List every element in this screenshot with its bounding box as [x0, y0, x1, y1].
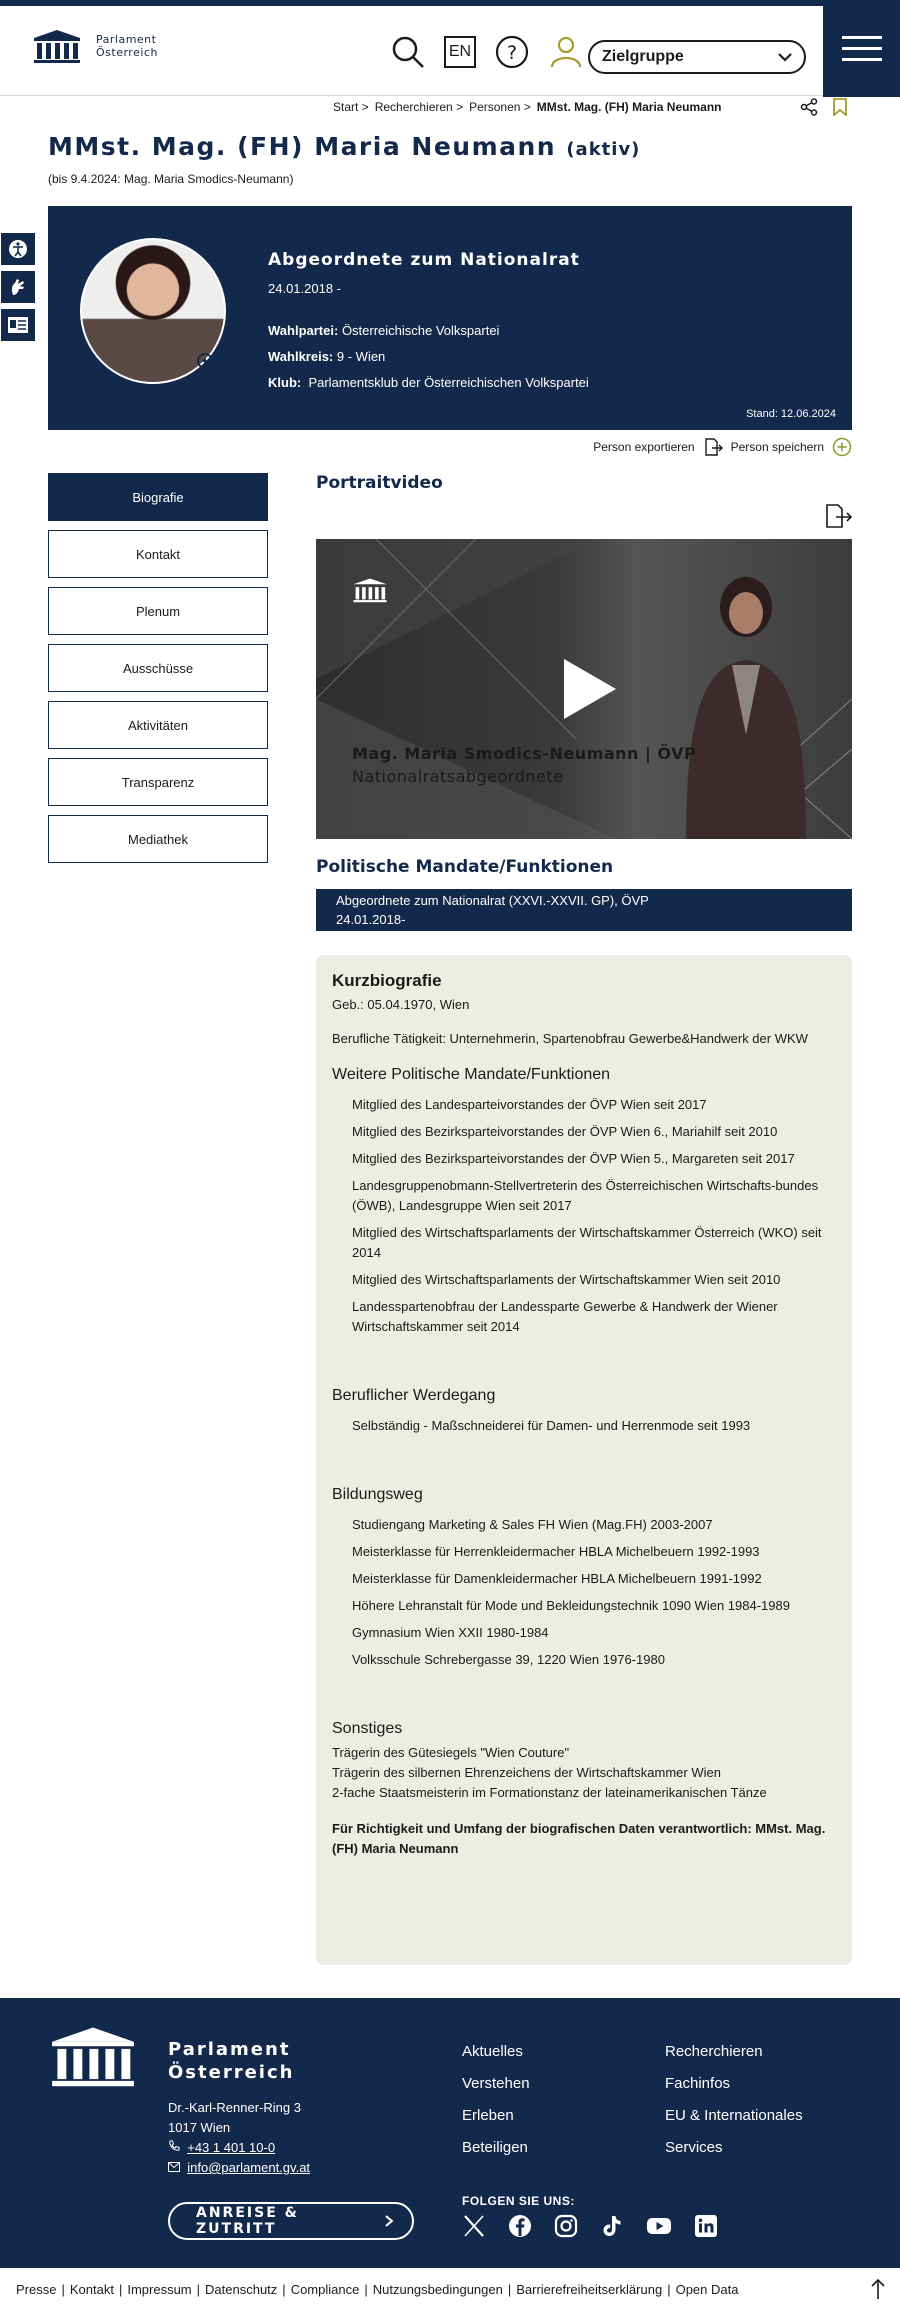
person-name: MMst. Mag. (FH) Maria Neumann	[48, 132, 557, 161]
list-item: Mitglied des Landesparteivorstandes der ÖVP Wien seit 2017	[352, 1097, 707, 1112]
instagram-icon[interactable]	[554, 2214, 578, 2238]
bottom-link-presse[interactable]: Presse	[16, 2281, 57, 2297]
bottom-link-impressum[interactable]: Impressum	[127, 2281, 192, 2297]
export-person-button[interactable]: Person exportieren	[593, 440, 695, 454]
side-nav-mediathek[interactable]: Mediathek	[48, 815, 268, 863]
profile-card	[48, 206, 852, 430]
list-item: Mitglied des Wirtschaftsparlaments der Wirtschaftskammer Österreich (WKO) seit 2014	[352, 1225, 822, 1260]
mandates-heading: Politische Mandate/Funktionen	[316, 857, 614, 877]
portrait-video[interactable]	[316, 539, 852, 839]
bottom-link-compliance[interactable]: Compliance	[290, 2281, 360, 2297]
former-name: (bis 9.4.2024: Mag. Maria Smodics-Neumann)	[48, 172, 294, 186]
breadcrumb-personen[interactable]: Personen >	[469, 100, 531, 114]
bottom-link-open-data[interactable]: Open Data	[675, 2281, 739, 2297]
logo-line2: Österreich	[96, 46, 158, 59]
klub-label: Klub:	[268, 375, 302, 390]
sign-language-icon[interactable]	[0, 270, 36, 304]
side-nav	[48, 473, 268, 863]
footer-email-link[interactable]: info@parlament.gv.at	[187, 2160, 311, 2175]
zielgruppe-label: Zielgruppe	[602, 48, 684, 65]
logo-text	[96, 33, 158, 59]
biography-box	[316, 955, 852, 1965]
footer-link-erleben[interactable]: Erleben	[462, 2107, 514, 2124]
bottom-link-datenschutz[interactable]: Datenschutz	[205, 2281, 278, 2297]
x-twitter-icon[interactable]	[462, 2214, 486, 2238]
breadcrumb-current: MMst. Mag. (FH) Maria Neumann	[536, 100, 722, 114]
person-info	[268, 318, 589, 396]
footer-link-verstehen[interactable]: Verstehen	[462, 2075, 530, 2092]
side-nav-transparenz[interactable]: Transparenz	[48, 758, 268, 806]
side-nav-kontakt[interactable]: Kontakt	[48, 530, 268, 578]
language-switch-button[interactable]: EN	[444, 36, 476, 68]
wahlpartei-value: Österreichische Volkspartei	[341, 323, 500, 338]
footer-phone-link[interactable]: +43 1 401 10-0	[187, 2140, 276, 2155]
bio-further-list	[332, 1095, 836, 1337]
bio-education-heading: Bildungsweg	[332, 1486, 423, 1503]
youtube-icon[interactable]	[646, 2214, 672, 2238]
footer-name-line2: Österreich	[168, 2062, 295, 2083]
video-export-icon[interactable]	[824, 503, 852, 529]
social-links	[462, 2214, 718, 2238]
mandate-line1: Abgeordnete zum Nationalrat (XXVI.-XXVII. GP), ÖVP	[336, 893, 649, 908]
list-item: Mitglied des Wirtschaftsparlaments der Wirtschaftskammer Wien seit 2010	[352, 1272, 781, 1287]
accessibility-icon[interactable]	[0, 232, 36, 266]
footer-nav-col1	[462, 2036, 530, 2164]
anreise-button[interactable]	[168, 2202, 414, 2240]
footer-street: Dr.-Karl-Renner-Ring 3	[168, 2100, 301, 2115]
linkedin-icon[interactable]	[694, 2214, 718, 2238]
video-logo-icon	[352, 577, 388, 603]
video-title: Mag. Maria Smodics-Neumann | ÖVP	[352, 744, 697, 763]
bio-education-list	[332, 1515, 836, 1670]
site-header	[0, 6, 900, 96]
bio-misc-line: Trägerin des silbernen Ehrenzeichens der Wirtschaftskammer Wien	[332, 1765, 721, 1780]
bookmark-icon[interactable]	[832, 98, 848, 116]
footer-org-name	[168, 2038, 294, 2084]
list-item: Landesspartenobfrau der Landessparte Gewerbe & Handwerk der Wiener Wirtschaftskammer seit 2014	[352, 1299, 778, 1334]
wahlkreis-value: 9 - Wien	[336, 349, 386, 364]
person-status: (aktiv)	[566, 139, 641, 160]
side-nav-ausschuesse[interactable]: Ausschüsse	[48, 644, 268, 692]
menu-icon	[842, 36, 882, 39]
svg-text:?: ?	[506, 42, 518, 64]
bio-career-heading: Beruflicher Werdegang	[332, 1387, 496, 1404]
list-item: Volksschule Schrebergasse 39, 1220 Wien 1976-1980	[352, 1652, 665, 1667]
list-item: Höhere Lehranstalt für Mode und Bekleidungstechnik 1090 Wien 1984-1989	[352, 1598, 790, 1613]
zielgruppe-select[interactable]	[588, 40, 806, 74]
list-item: Meisterklasse für Herrenkleidermacher HBLA Michelbeuern 1992-1993	[352, 1544, 760, 1559]
bio-misc-heading: Sonstiges	[332, 1720, 403, 1737]
footer-address	[168, 2098, 310, 2178]
bio-occupation: Berufliche Tätigkeit: Unternehmerin, Spartenobfrau Gewerbe&Handwerk der WKW	[332, 1031, 808, 1046]
bio-misc-line: 2-fache Staatsmeisterin im Formationstanz der lateinamerikanischen Tänze	[332, 1785, 767, 1800]
breadcrumb-recherchieren[interactable]: Recherchieren >	[374, 100, 464, 114]
share-icon[interactable]	[800, 98, 818, 116]
footer-link-eu[interactable]: EU & Internationales	[665, 2107, 803, 2124]
play-icon[interactable]	[564, 659, 616, 719]
back-to-top-icon[interactable]	[870, 2278, 886, 2300]
bio-born: Geb.: 05.04.1970, Wien	[332, 997, 470, 1012]
facebook-icon[interactable]	[508, 2214, 532, 2238]
footer-link-services[interactable]: Services	[665, 2139, 723, 2156]
bottom-link-barrierefreiheit[interactable]: Barrierefreiheitserklärung	[516, 2281, 663, 2297]
list-item: Selbständig - Maßschneiderei für Damen- und Herrenmode seit 1993	[352, 1418, 751, 1433]
logo-line1: Parlament	[96, 33, 157, 46]
footer-name-line1: Parlament	[168, 2039, 291, 2060]
video-person-figure	[666, 555, 826, 839]
list-item: Mitglied des Bezirksparteivorstandes der ÖVP Wien 5., Margareten seit 2017	[352, 1151, 795, 1166]
person-since: 24.01.2018 -	[268, 281, 342, 296]
easy-language-icon[interactable]	[0, 308, 36, 342]
list-item: Studiengang Marketing & Sales FH Wien (Mag.FH) 2003-2007	[352, 1517, 713, 1532]
help-icon[interactable]	[494, 34, 530, 70]
page-title	[48, 132, 640, 161]
wahlpartei-label: Wahlpartei:	[268, 323, 339, 338]
footer-link-beteiligen[interactable]: Beteiligen	[462, 2139, 528, 2156]
stand-date: Stand: 12.06.2024	[746, 408, 836, 420]
phone-icon	[168, 2140, 180, 2152]
parliament-logo[interactable]	[32, 28, 158, 64]
bio-career-list	[332, 1416, 836, 1436]
export-icon[interactable]	[703, 437, 723, 457]
search-icon[interactable]	[390, 34, 426, 70]
person-role: Abgeordnete zum Nationalrat	[268, 250, 580, 270]
follow-label: FOLGEN SIE UNS:	[462, 2194, 575, 2208]
menu-button[interactable]	[823, 0, 900, 97]
parliament-logo-icon	[32, 28, 82, 64]
footer-logo-icon[interactable]	[48, 2024, 138, 2088]
footer-city: 1017 Wien	[168, 2120, 231, 2135]
bio-title: Kurzbiografie	[332, 971, 442, 990]
bottom-link-nutzungsbedingungen[interactable]: Nutzungsbedingungen	[372, 2281, 503, 2297]
accessibility-tools	[0, 232, 36, 342]
list-item: Gymnasium Wien XXII 1980-1984	[352, 1625, 549, 1640]
list-item: Mitglied des Bezirksparteivorstandes der ÖVP Wien 6., Mariahilf seit 2010	[352, 1124, 778, 1139]
chevron-right-icon	[384, 2214, 394, 2228]
mandate-line2: 24.01.2018-	[336, 912, 406, 927]
breadcrumb	[333, 100, 721, 114]
add-circle-icon[interactable]	[832, 437, 852, 457]
person-actions	[593, 437, 852, 457]
side-nav-biografie[interactable]: Biografie	[48, 473, 268, 521]
bottom-link-kontakt[interactable]: Kontakt	[69, 2281, 114, 2297]
footer-link-recherchieren[interactable]: Recherchieren	[665, 2043, 763, 2060]
mandate-item	[316, 889, 852, 931]
breadcrumb-start[interactable]: Start >	[333, 100, 369, 114]
bottom-links: Presse | Kontakt | Impressum | Datenschutz | Compliance | Nutzungsbedingungen | Barrierefreiheitserklärung | Open Data	[0, 2268, 900, 2310]
bio-misc-line: Trägerin des Gütesiegels "Wien Couture"	[332, 1745, 570, 1760]
video-subtitle: Nationalratsabgeordnete	[352, 767, 564, 786]
tiktok-icon[interactable]	[600, 2214, 624, 2238]
save-person-button[interactable]: Person speichern	[730, 440, 824, 454]
side-nav-plenum[interactable]: Plenum	[48, 587, 268, 635]
list-item: Meisterklasse für Damenkleidermacher HBLA Michelbeuern 1991-1992	[352, 1571, 762, 1586]
wahlkreis-label: Wahlkreis:	[268, 349, 334, 364]
footer-nav-col2	[665, 2036, 803, 2164]
klub-value: Parlamentsklub der Österreichischen Volkspartei	[308, 375, 589, 390]
user-icon[interactable]	[548, 34, 584, 70]
chevron-down-icon	[776, 48, 794, 66]
anreise-label: ANREISE & ZUTRITT	[196, 2205, 299, 2237]
zoom-icon[interactable]	[196, 352, 218, 374]
footer-link-aktuelles[interactable]: Aktuelles	[462, 2043, 523, 2060]
bio-responsibility: Für Richtigkeit und Umfang der biografischen Daten verantwortlich: MMst. Mag. (FH) Maria Neumann	[332, 1821, 826, 1856]
bio-further-heading: Weitere Politische Mandate/Funktionen	[332, 1066, 611, 1083]
site-footer	[0, 1998, 900, 2268]
portraitvideo-heading: Portraitvideo	[316, 473, 443, 493]
list-item: Landesgruppenobmann-Stellvertreterin des Österreichischen Wirtschafts-bundes (ÖWB), Landesgruppe Wien seit 2017	[352, 1178, 819, 1213]
mail-icon	[168, 2162, 180, 2172]
side-nav-aktivitaeten[interactable]: Aktivitäten	[48, 701, 268, 749]
footer-link-fachinfos[interactable]: Fachinfos	[665, 2075, 731, 2092]
main-content	[316, 473, 852, 1856]
